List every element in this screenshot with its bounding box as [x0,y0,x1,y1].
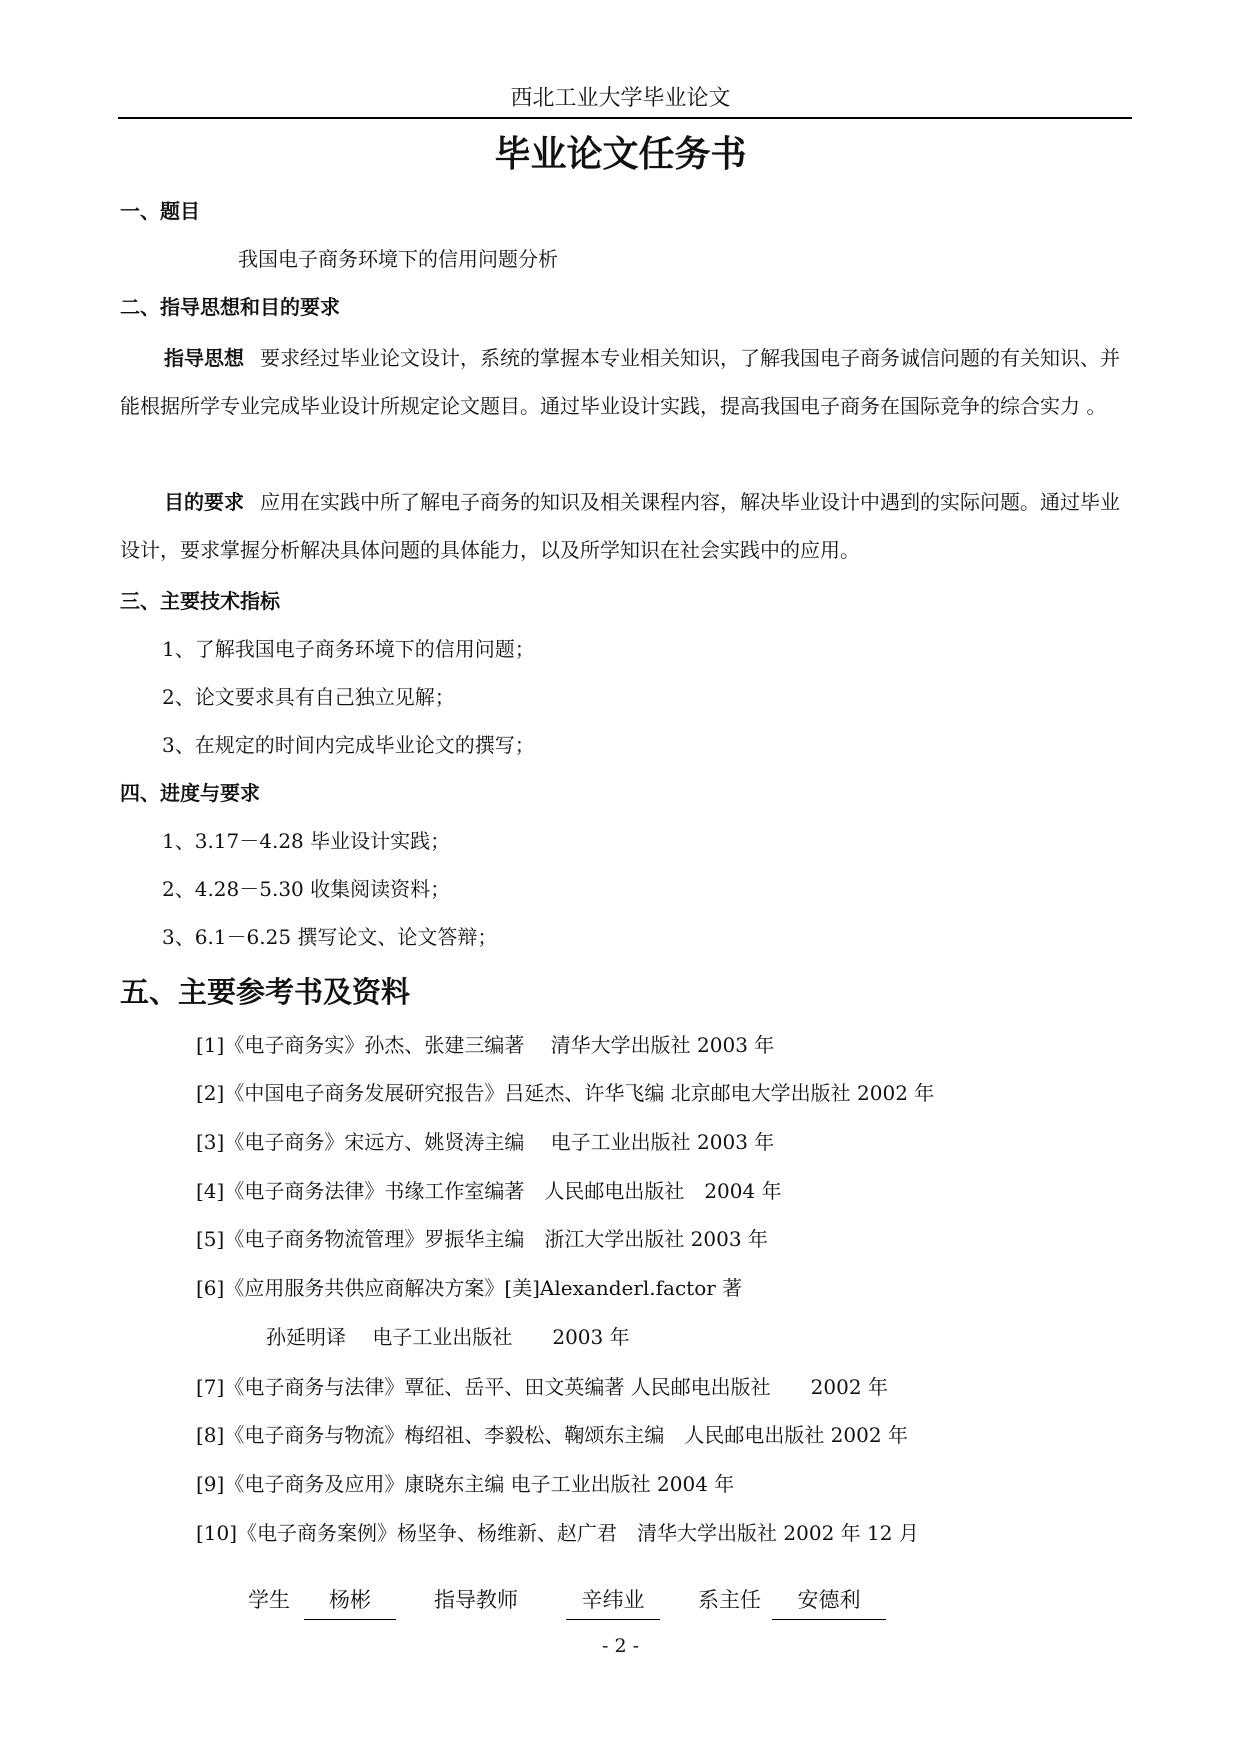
purpose-label: 目的要求 [164,490,244,514]
guiding-idea-paragraph [120,334,1132,430]
list-item: 2、4.28－5.30 收集阅读资料； [162,877,451,901]
reference-item: [9]《电子商务及应用》康晓东主编 电子工业出版社 2004 年 [196,1472,735,1496]
reference-item: [4]《电子商务法律》书缘工作室编著 人民邮电出版社 2004 年 [196,1179,782,1203]
purpose-text: 应用在实践中所了解电子商务的知识及相关课程内容，解决毕业设计中遇到的实际问题。通过毕业设计，要求掌握分析解决具体问题的具体能力，以及所学知识在社会实践中的应用。 [120,490,1120,562]
reference-item: [7]《电子商务与法律》覃征、岳平、田文英编著 人民邮电出版社 2002 年 [196,1375,888,1399]
section-4-heading: 四、进度与要求 [120,781,260,805]
advisor-name: 辛纬业 [566,1585,660,1620]
reference-item: [6]《应用服务共供应商解决方案》[美]Alexanderl.factor 著 [196,1276,743,1300]
reference-item: [8]《电子商务与物流》梅绍祖、李毅松、鞠颂东主编 人民邮电出版社 2002 年 [196,1423,908,1447]
purpose-paragraph [120,478,1132,574]
dept-head-label: 系主任 [698,1588,761,1612]
advisor-label: 指导教师 [434,1588,518,1612]
reference-item: [1]《电子商务实》孙杰、张建三编著 清华大学出版社 2003 年 [196,1033,775,1057]
header-rule [118,117,1132,119]
list-item: 3、6.1－6.25 撰写论文、论文答辩； [162,925,498,949]
reference-item: [3]《电子商务》宋远方、姚贤涛主编 电子工业出版社 2003 年 [196,1130,775,1154]
section-3-heading: 三、主要技术指标 [120,589,280,613]
guiding-idea-label: 指导思想 [164,346,244,370]
dept-head-name: 安德利 [772,1585,886,1620]
student-name: 杨彬 [304,1585,396,1620]
list-item: 1、3.17－4.28 毕业设计实践； [162,829,451,853]
reference-item: [2]《中国电子商务发展研究报告》吕延杰、许华飞编 北京邮电大学出版社 2002 年 [196,1081,935,1105]
thesis-topic: 我国电子商务环境下的信用问题分析 [238,247,558,271]
section-1-heading: 一、题目 [120,199,200,223]
document-title: 毕业论文任务书 [494,134,747,175]
guiding-idea-text: 要求经过毕业论文设计，系统的掌握本专业相关知识，了解我国电子商务诚信问题的有关知识、并能根据所学专业完成毕业设计所规定论文题目。通过毕业设计实践，提高我国电子商务在国际竞争的综合实力 。 [120,346,1120,418]
list-item: 1、了解我国电子商务环境下的信用问题； [162,637,535,661]
list-item: 2、论文要求具有自己独立见解； [162,685,455,709]
reference-item: [10]《电子商务案例》杨坚争、杨维新、赵广君 清华大学出版社 2002 年 12 月 [196,1521,919,1545]
running-header: 西北工业大学毕业论文 [510,86,731,111]
page-number: - 2 - [601,1635,639,1657]
section-2-heading: 二、指导思想和目的要求 [120,295,340,319]
student-label: 学生 [248,1588,290,1612]
reference-item-continuation: 孙延明译 电子工业出版社 2003 年 [266,1325,630,1349]
reference-item: [5]《电子商务物流管理》罗振华主编 浙江大学出版社 2003 年 [196,1227,768,1251]
list-item: 3、在规定的时间内完成毕业论文的撰写； [162,733,535,757]
section-5-heading: 五、主要参考书及资料 [120,975,411,1009]
